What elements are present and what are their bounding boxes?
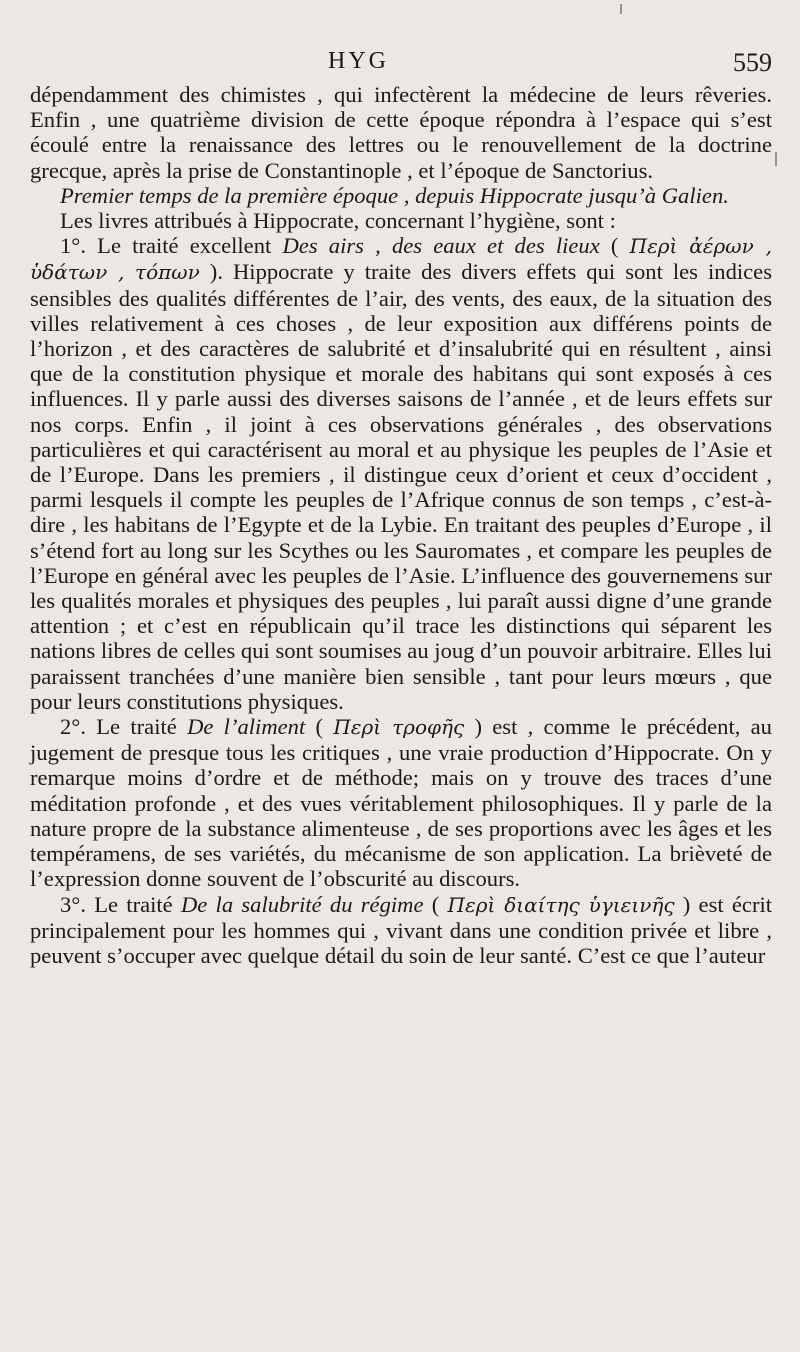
text-segment: 3°. Le traité — [60, 891, 181, 917]
page-header — [30, 48, 772, 80]
treatise-title: Des airs , des eaux et des lieux — [282, 233, 600, 259]
section-heading — [30, 183, 772, 208]
margin-speck — [620, 4, 622, 14]
paragraph-intro — [30, 82, 772, 183]
greek-title: Περὶ τροφῆς — [333, 715, 465, 740]
text-segment: ). Hippocrate y traite des divers effets qui sont les indices sensibles des qualités différentes de l’air, des vents, des eaux, de la situation des villes relativement à ces choses , de leur exposition aux différens points de l’horizon , et des caractères de salubrité et d’insalubrité qui en résultent , ainsi que de la constitution physique et morale des habitans qui sont exposés à ces influences. Il y parle aussi des diverses saisons de l’année , et de leurs effets sur nos corps. Enfin , il joint à ces observations générales , des observations particulières et qui caractérisent au moral et au physique les peuples de l’Asie et de l’Europe. Dans les premiers , il distingue ceux d’orient et ceux d’occident , parmi lesquels il compte les peuples de l’Afrique connus de son temps , c’est-à-dire , les habitans de l’Egypte et de la Lybie. En traitant des peuples d’Europe , il s’étend fort au long sur les Scythes ou les Sauromates , et compare les peuples de l’Europe en général avec les peuples de l’Asie. L’influence des gouvernemens sur les qualités morales et physiques des peuples , lui paraît aussi digne d’une grande attention ; et c’est en républicain qu’il trace les distinctions qui séparent les nations libres de celles qui sont soumises au joug d’un pouvoir arbitraire. Elles lui paraissent tranchées d’une manière bien sensible , tant pour leurs mœurs , que pour leurs constitutions physiques. — [30, 259, 772, 714]
paragraph-item-3 — [30, 892, 772, 969]
margin-speck — [775, 152, 777, 166]
text-segment: ) est , comme le précédent, au jugement de presque tous les critiques , une vraie production d’Hippocrate. On y remarque moins d’ordre et de méthode; mais on y trouve des traces d’une méditation profonde , et des vues véritablement philosophiques. Il y parle de la nature propre de la substance alimenteuse , de ses proportions avec les âges et les tempéramens, de ses variétés, du mécanisme de son application. La brièveté de l’expression donne souvent de l’obscurité au discours. — [30, 714, 772, 892]
page-number: 559 — [733, 48, 772, 77]
text-segment: Les livres attribués à Hippocrate, concernant l’hygiène, sont : — [60, 208, 616, 234]
text-segment: dépendamment des chimistes , qui infectèrent la médecine de leurs rêveries. Enfin , une quatrième division de cette époque répondra à l’espace qui s’est écoulé entre la renaissance des lettres ou le renouvellement de la doctrine grecque, après la prise de Constantinople , et l’époque de Sanctorius. — [30, 82, 772, 183]
running-head: HYG — [328, 48, 389, 74]
text-segment: ) est écrit principalement pour les hommes qui , vivant dans une condition privée et libre , peuvent s’occuper avec quelque détail du soin de leur santé. C’est ce que l’auteur — [30, 891, 773, 968]
text-segment: 2°. Le traité — [60, 714, 188, 740]
paragraph-item-2 — [30, 714, 772, 891]
greek-title: Περὶ διαίτης ὑγιεινῆς — [447, 892, 675, 917]
paragraph-books-list — [30, 208, 772, 233]
treatise-title: De l’aliment — [187, 714, 306, 740]
body-text — [30, 82, 772, 968]
greek-title: Περὶ ἀέρων , ὑδάτων , τόπων — [30, 234, 772, 285]
text-segment: ( — [305, 714, 334, 740]
heading-text: Premier temps de la première époque , depuis Hippocrate jusqu’à Galien. — [60, 182, 729, 208]
treatise-title: De la salubrité du régime — [180, 891, 424, 917]
text-segment: ( — [599, 233, 630, 259]
text-segment: ( — [423, 891, 448, 917]
text-segment: 1°. Le traité excellent — [60, 233, 283, 259]
paragraph-item-1 — [30, 233, 772, 714]
